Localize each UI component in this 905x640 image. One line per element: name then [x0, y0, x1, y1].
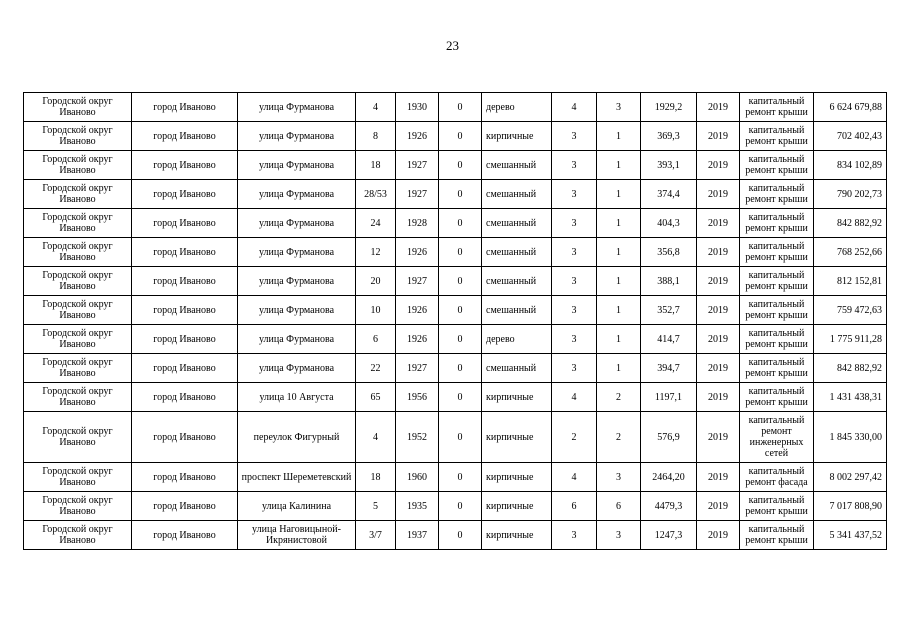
municipality-cell: Городской округ Иваново — [24, 412, 132, 463]
repair-year-cell: 2019 — [697, 463, 740, 492]
cost-cell: 759 472,63 — [814, 296, 887, 325]
wall-material-cell: кирпичные — [482, 383, 552, 412]
repair-type-cell: капитальный ремонт крыши — [740, 93, 814, 122]
house-number-cell: 22 — [356, 354, 396, 383]
floors-cell: 3 — [552, 296, 597, 325]
area-cell: 388,1 — [641, 267, 697, 296]
table-row — [24, 463, 887, 492]
cost-cell: 8 002 297,42 — [814, 463, 887, 492]
repair-year-cell: 2019 — [697, 354, 740, 383]
settlement-cell: город Иваново — [132, 354, 238, 383]
wall-material-cell: смешанный — [482, 180, 552, 209]
street-cell: улица Фурманова — [238, 296, 356, 325]
cost-cell: 5 341 437,52 — [814, 521, 887, 550]
repair-year-cell: 2019 — [697, 122, 740, 151]
floors-cell: 3 — [552, 521, 597, 550]
settlement-cell: город Иваново — [132, 296, 238, 325]
municipality-cell: Городской округ Иваново — [24, 521, 132, 550]
commissioning-cell: 0 — [439, 492, 482, 521]
repair-type-cell: капитальный ремонт крыши — [740, 122, 814, 151]
wall-material-cell: смешанный — [482, 354, 552, 383]
area-cell: 4479,3 — [641, 492, 697, 521]
housing-repair-table — [23, 92, 887, 550]
house-number-cell: 5 — [356, 492, 396, 521]
commissioning-cell: 0 — [439, 296, 482, 325]
cost-cell: 1 845 330,00 — [814, 412, 887, 463]
entrances-cell: 2 — [597, 383, 641, 412]
floors-cell: 4 — [552, 383, 597, 412]
repair-type-cell: капитальный ремонт крыши — [740, 383, 814, 412]
year-built-cell: 1935 — [396, 492, 439, 521]
floors-cell: 3 — [552, 151, 597, 180]
area-cell: 414,7 — [641, 325, 697, 354]
cost-cell: 1 431 438,31 — [814, 383, 887, 412]
commissioning-cell: 0 — [439, 325, 482, 354]
settlement-cell: город Иваново — [132, 463, 238, 492]
commissioning-cell: 0 — [439, 383, 482, 412]
house-number-cell: 12 — [356, 238, 396, 267]
wall-material-cell: кирпичные — [482, 412, 552, 463]
year-built-cell: 1927 — [396, 151, 439, 180]
settlement-cell: город Иваново — [132, 412, 238, 463]
table-row — [24, 180, 887, 209]
entrances-cell: 1 — [597, 122, 641, 151]
page-number: 23 — [446, 38, 459, 53]
cost-cell: 842 882,92 — [814, 209, 887, 238]
table-row — [24, 521, 887, 550]
cost-cell: 7 017 808,90 — [814, 492, 887, 521]
year-built-cell: 1937 — [396, 521, 439, 550]
settlement-cell: город Иваново — [132, 325, 238, 354]
settlement-cell: город Иваново — [132, 180, 238, 209]
municipality-cell: Городской округ Иваново — [24, 354, 132, 383]
settlement-cell: город Иваново — [132, 209, 238, 238]
entrances-cell: 2 — [597, 412, 641, 463]
floors-cell: 3 — [552, 354, 597, 383]
floors-cell: 6 — [552, 492, 597, 521]
commissioning-cell: 0 — [439, 354, 482, 383]
repair-type-cell: капитальный ремонт крыши — [740, 354, 814, 383]
floors-cell: 4 — [552, 93, 597, 122]
repair-type-cell: капитальный ремонт крыши — [740, 209, 814, 238]
settlement-cell: город Иваново — [132, 521, 238, 550]
year-built-cell: 1927 — [396, 267, 439, 296]
table-row — [24, 412, 887, 463]
floors-cell: 2 — [552, 412, 597, 463]
street-cell: улица Фурманова — [238, 93, 356, 122]
entrances-cell: 1 — [597, 354, 641, 383]
area-cell: 404,3 — [641, 209, 697, 238]
commissioning-cell: 0 — [439, 122, 482, 151]
settlement-cell: город Иваново — [132, 238, 238, 267]
cost-cell: 812 152,81 — [814, 267, 887, 296]
house-number-cell: 4 — [356, 93, 396, 122]
street-cell: улица Фурманова — [238, 151, 356, 180]
area-cell: 2464,20 — [641, 463, 697, 492]
floors-cell: 3 — [552, 122, 597, 151]
table-row — [24, 93, 887, 122]
municipality-cell: Городской округ Иваново — [24, 267, 132, 296]
settlement-cell: город Иваново — [132, 383, 238, 412]
settlement-cell: город Иваново — [132, 93, 238, 122]
street-cell: улица 10 Августа — [238, 383, 356, 412]
area-cell: 1929,2 — [641, 93, 697, 122]
municipality-cell: Городской округ Иваново — [24, 296, 132, 325]
street-cell: улица Фурманова — [238, 209, 356, 238]
municipality-cell: Городской округ Иваново — [24, 383, 132, 412]
area-cell: 1197,1 — [641, 383, 697, 412]
area-cell: 352,7 — [641, 296, 697, 325]
area-cell: 374,4 — [641, 180, 697, 209]
area-cell: 369,3 — [641, 122, 697, 151]
commissioning-cell: 0 — [439, 180, 482, 209]
entrances-cell: 3 — [597, 463, 641, 492]
municipality-cell: Городской округ Иваново — [24, 180, 132, 209]
floors-cell: 3 — [552, 325, 597, 354]
repair-type-cell: капитальный ремонт фасада — [740, 463, 814, 492]
cost-cell: 1 775 911,28 — [814, 325, 887, 354]
floors-cell: 4 — [552, 463, 597, 492]
year-built-cell: 1952 — [396, 412, 439, 463]
house-number-cell: 10 — [356, 296, 396, 325]
settlement-cell: город Иваново — [132, 122, 238, 151]
repair-year-cell: 2019 — [697, 93, 740, 122]
area-cell: 393,1 — [641, 151, 697, 180]
table-row — [24, 238, 887, 267]
street-cell: улица Фурманова — [238, 180, 356, 209]
repair-type-cell: капитальный ремонт крыши — [740, 521, 814, 550]
entrances-cell: 1 — [597, 267, 641, 296]
table-row — [24, 492, 887, 521]
street-cell: проспект Шереметевский — [238, 463, 356, 492]
street-cell: улица Наговицыной-Икрянистовой — [238, 521, 356, 550]
settlement-cell: город Иваново — [132, 151, 238, 180]
street-cell: улица Фурманова — [238, 122, 356, 151]
street-cell: улица Фурманова — [238, 354, 356, 383]
repair-type-cell: капитальный ремонт крыши — [740, 267, 814, 296]
entrances-cell: 1 — [597, 325, 641, 354]
wall-material-cell: смешанный — [482, 296, 552, 325]
commissioning-cell: 0 — [439, 412, 482, 463]
commissioning-cell: 0 — [439, 151, 482, 180]
house-number-cell: 20 — [356, 267, 396, 296]
floors-cell: 3 — [552, 267, 597, 296]
entrances-cell: 3 — [597, 521, 641, 550]
municipality-cell: Городской округ Иваново — [24, 492, 132, 521]
wall-material-cell: кирпичные — [482, 122, 552, 151]
commissioning-cell: 0 — [439, 238, 482, 267]
house-number-cell: 4 — [356, 412, 396, 463]
house-number-cell: 24 — [356, 209, 396, 238]
repair-type-cell: капитальный ремонт инженерных сетей — [740, 412, 814, 463]
repair-type-cell: капитальный ремонт крыши — [740, 492, 814, 521]
repair-year-cell: 2019 — [697, 238, 740, 267]
commissioning-cell: 0 — [439, 209, 482, 238]
table-row — [24, 209, 887, 238]
commissioning-cell: 0 — [439, 521, 482, 550]
wall-material-cell: дерево — [482, 93, 552, 122]
municipality-cell: Городской округ Иваново — [24, 151, 132, 180]
floors-cell: 3 — [552, 238, 597, 267]
municipality-cell: Городской округ Иваново — [24, 93, 132, 122]
table-row — [24, 383, 887, 412]
house-number-cell: 18 — [356, 151, 396, 180]
repair-year-cell: 2019 — [697, 209, 740, 238]
area-cell: 394,7 — [641, 354, 697, 383]
table-row — [24, 354, 887, 383]
year-built-cell: 1956 — [396, 383, 439, 412]
entrances-cell: 1 — [597, 151, 641, 180]
repair-type-cell: капитальный ремонт крыши — [740, 325, 814, 354]
house-number-cell: 18 — [356, 463, 396, 492]
commissioning-cell: 0 — [439, 93, 482, 122]
municipality-cell: Городской округ Иваново — [24, 122, 132, 151]
year-built-cell: 1926 — [396, 325, 439, 354]
repair-type-cell: капитальный ремонт крыши — [740, 238, 814, 267]
year-built-cell: 1926 — [396, 238, 439, 267]
settlement-cell: город Иваново — [132, 492, 238, 521]
repair-type-cell: капитальный ремонт крыши — [740, 180, 814, 209]
municipality-cell: Городской округ Иваново — [24, 238, 132, 267]
entrances-cell: 1 — [597, 296, 641, 325]
street-cell: улица Калинина — [238, 492, 356, 521]
table-row — [24, 122, 887, 151]
entrances-cell: 1 — [597, 238, 641, 267]
wall-material-cell: дерево — [482, 325, 552, 354]
cost-cell: 6 624 679,88 — [814, 93, 887, 122]
entrances-cell: 1 — [597, 180, 641, 209]
area-cell: 356,8 — [641, 238, 697, 267]
municipality-cell: Городской округ Иваново — [24, 325, 132, 354]
cost-cell: 768 252,66 — [814, 238, 887, 267]
year-built-cell: 1926 — [396, 296, 439, 325]
table-row — [24, 267, 887, 296]
entrances-cell: 3 — [597, 93, 641, 122]
entrances-cell: 6 — [597, 492, 641, 521]
year-built-cell: 1927 — [396, 180, 439, 209]
repair-year-cell: 2019 — [697, 325, 740, 354]
wall-material-cell: кирпичные — [482, 463, 552, 492]
area-cell: 1247,3 — [641, 521, 697, 550]
repair-type-cell: капитальный ремонт крыши — [740, 151, 814, 180]
cost-cell: 842 882,92 — [814, 354, 887, 383]
year-built-cell: 1930 — [396, 93, 439, 122]
repair-year-cell: 2019 — [697, 180, 740, 209]
repair-year-cell: 2019 — [697, 267, 740, 296]
street-cell: улица Фурманова — [238, 238, 356, 267]
wall-material-cell: кирпичные — [482, 492, 552, 521]
cost-cell: 702 402,43 — [814, 122, 887, 151]
cost-cell: 834 102,89 — [814, 151, 887, 180]
wall-material-cell: смешанный — [482, 238, 552, 267]
cost-cell: 790 202,73 — [814, 180, 887, 209]
commissioning-cell: 0 — [439, 463, 482, 492]
floors-cell: 3 — [552, 209, 597, 238]
floors-cell: 3 — [552, 180, 597, 209]
street-cell: улица Фурманова — [238, 325, 356, 354]
repair-year-cell: 2019 — [697, 383, 740, 412]
house-number-cell: 8 — [356, 122, 396, 151]
year-built-cell: 1960 — [396, 463, 439, 492]
repair-year-cell: 2019 — [697, 492, 740, 521]
year-built-cell: 1926 — [396, 122, 439, 151]
municipality-cell: Городской округ Иваново — [24, 463, 132, 492]
street-cell: улица Фурманова — [238, 267, 356, 296]
area-cell: 576,9 — [641, 412, 697, 463]
wall-material-cell: кирпичные — [482, 521, 552, 550]
wall-material-cell: смешанный — [482, 151, 552, 180]
repair-type-cell: капитальный ремонт крыши — [740, 296, 814, 325]
wall-material-cell: смешанный — [482, 267, 552, 296]
year-built-cell: 1927 — [396, 354, 439, 383]
repair-year-cell: 2019 — [697, 296, 740, 325]
table-row — [24, 151, 887, 180]
repair-year-cell: 2019 — [697, 521, 740, 550]
table-row — [24, 296, 887, 325]
commissioning-cell: 0 — [439, 267, 482, 296]
year-built-cell: 1928 — [396, 209, 439, 238]
repair-year-cell: 2019 — [697, 412, 740, 463]
repair-year-cell: 2019 — [697, 151, 740, 180]
wall-material-cell: смешанный — [482, 209, 552, 238]
table-row — [24, 325, 887, 354]
settlement-cell: город Иваново — [132, 267, 238, 296]
municipality-cell: Городской округ Иваново — [24, 209, 132, 238]
house-number-cell: 65 — [356, 383, 396, 412]
house-number-cell: 28/53 — [356, 180, 396, 209]
entrances-cell: 1 — [597, 209, 641, 238]
house-number-cell: 3/7 — [356, 521, 396, 550]
house-number-cell: 6 — [356, 325, 396, 354]
street-cell: переулок Фигурный — [238, 412, 356, 463]
